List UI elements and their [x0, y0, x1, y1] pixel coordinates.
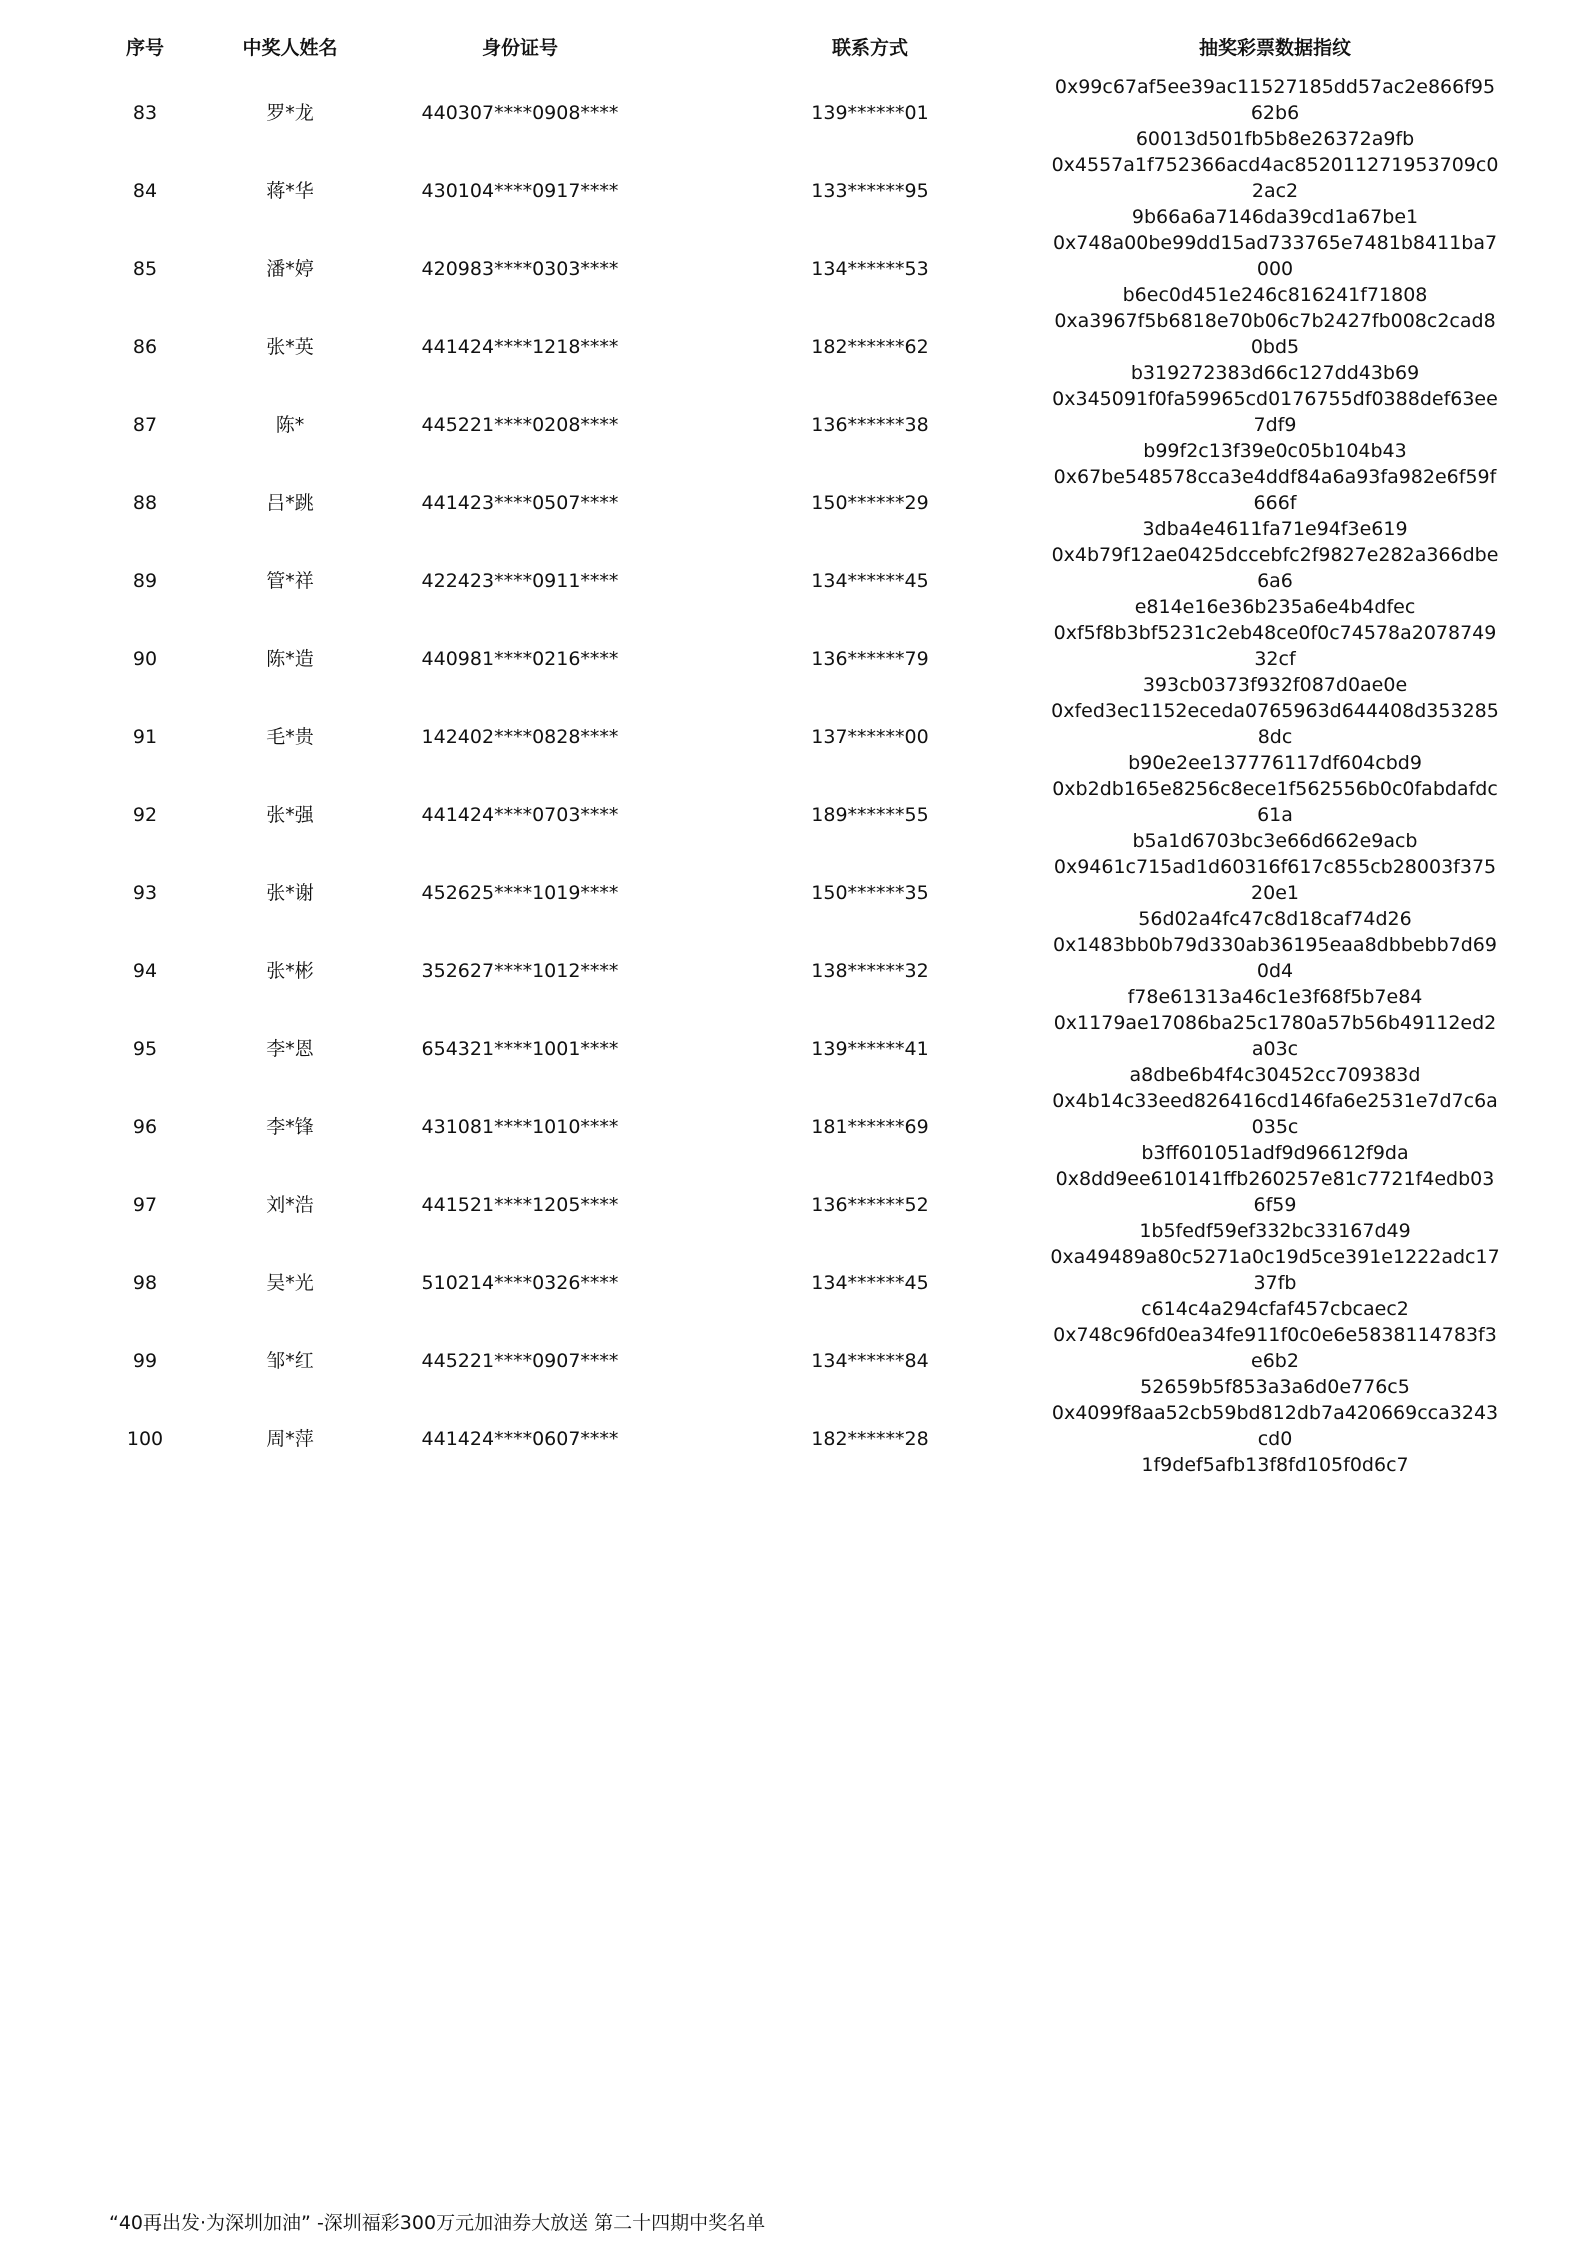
header-ticket-fingerprint: 抽奖彩票数据指纹 [1198, 36, 1351, 59]
cell-winner-name: 张*英 [266, 336, 314, 358]
cell-winner-name: 管*祥 [266, 570, 314, 592]
cell-winner-name: 周*萍 [266, 1428, 314, 1450]
table-row [60, 620, 1500, 698]
cell-ticket-fingerprint [1050, 1322, 1500, 1400]
cell-winner-name: 张*彬 [266, 960, 314, 982]
fingerprint-line-2: 393cb0373f932f087d0ae0e [1142, 674, 1408, 696]
cell-contact: 150******35 [811, 882, 929, 904]
fingerprint-line-1: 0xa3967f5b6818e70b06c7b2427fb008c2cad80bd5 [1054, 310, 1496, 358]
table-row [60, 464, 1500, 542]
fingerprint-line-2: b319272383d66c127dd43b69 [1130, 362, 1420, 384]
header-contact: 联系方式 [831, 36, 908, 59]
table-row [60, 932, 1500, 1010]
cell-id-number: 510214****0326**** [421, 1272, 619, 1294]
cell-ticket-fingerprint [1050, 932, 1500, 1010]
fingerprint-line-1: 0x1179ae17086ba25c1780a57b56b49112ed2a03c [1053, 1012, 1497, 1060]
page-footer: “40再出发·为深圳加油” -深圳福彩300万元加油券大放送 第二十四期中奖名单 [109, 2212, 766, 2234]
cell-index: 87 [132, 414, 158, 436]
header-winner-name: 中奖人姓名 [242, 36, 338, 59]
cell-index: 83 [132, 102, 158, 124]
fingerprint-line-2: 60013d501fb5b8e26372a9fb [1135, 128, 1415, 150]
cell-winner-name: 刘*浩 [266, 1194, 314, 1216]
cell-contact: 182******62 [811, 336, 929, 358]
cell-index: 85 [132, 258, 158, 280]
table-body [60, 74, 1500, 1478]
cell-ticket-fingerprint [1050, 1010, 1500, 1088]
cell-winner-name: 蒋*华 [266, 180, 314, 202]
fingerprint-line-1: 0x4099f8aa52cb59bd812db7a420669cca3243cd0 [1051, 1402, 1499, 1450]
cell-ticket-fingerprint [1050, 620, 1500, 698]
cell-index: 93 [132, 882, 158, 904]
cell-ticket-fingerprint [1050, 464, 1500, 542]
cell-id-number: 422423****0911**** [421, 570, 619, 592]
cell-winner-name: 吴*光 [266, 1272, 314, 1294]
fingerprint-line-2: b99f2c13f39e0c05b104b43 [1143, 440, 1407, 462]
cell-id-number: 431081****1010**** [421, 1116, 619, 1138]
fingerprint-line-2: b6ec0d451e246c816241f71808 [1122, 284, 1428, 306]
cell-winner-name: 张*谢 [266, 882, 314, 904]
cell-winner-name: 张*强 [266, 804, 314, 826]
table-row [60, 698, 1500, 776]
cell-index: 88 [132, 492, 158, 514]
cell-ticket-fingerprint [1050, 308, 1500, 386]
cell-ticket-fingerprint [1050, 1244, 1500, 1322]
fingerprint-line-1: 0x345091f0fa59965cd0176755df0388def63ee7df9 [1052, 388, 1498, 436]
cell-id-number: 452625****1019**** [421, 882, 619, 904]
table-row [60, 1166, 1500, 1244]
fingerprint-line-2: c614c4a294cfaf457cbcaec2 [1141, 1298, 1409, 1320]
cell-index: 100 [126, 1428, 164, 1450]
cell-id-number: 142402****0828**** [421, 726, 619, 748]
cell-index: 97 [132, 1194, 158, 1216]
cell-index: 84 [132, 180, 158, 202]
table-row [60, 1244, 1500, 1322]
cell-contact: 150******29 [811, 492, 929, 514]
table-row [60, 386, 1500, 464]
fingerprint-line-2: e814e16e36b235a6e4b4dfec [1134, 596, 1416, 618]
table-row [60, 1010, 1500, 1088]
fingerprint-line-2: 1b5fedf59ef332bc33167d49 [1139, 1220, 1411, 1242]
cell-index: 91 [132, 726, 158, 748]
cell-index: 99 [132, 1350, 158, 1372]
cell-contact: 133******95 [811, 180, 929, 202]
fingerprint-line-2: f78e61313a46c1e3f68f5b7e84 [1127, 986, 1423, 1008]
cell-ticket-fingerprint [1050, 152, 1500, 230]
cell-contact: 139******01 [811, 102, 929, 124]
header-id-number: 身份证号 [481, 36, 558, 59]
cell-winner-name: 陈*造 [266, 648, 314, 670]
cell-winner-name: 陈* [275, 414, 305, 436]
cell-id-number: 654321****1001**** [421, 1038, 619, 1060]
fingerprint-line-1: 0x67be548578cca3e4ddf84a6a93fa982e6f59f666f [1053, 466, 1497, 514]
cell-contact: 136******52 [811, 1194, 929, 1216]
fingerprint-line-2: b90e2ee137776117df604cbd9 [1128, 752, 1422, 774]
fingerprint-line-2: 1f9def5afb13f8fd105f0d6c7 [1141, 1454, 1409, 1476]
cell-winner-name: 邹*红 [266, 1350, 314, 1372]
cell-ticket-fingerprint [1050, 386, 1500, 464]
fingerprint-line-1: 0x748c96fd0ea34fe911f0c0e6e5838114783f3e6b2 [1053, 1324, 1497, 1372]
winners-table [60, 18, 1500, 1478]
table-row [60, 776, 1500, 854]
cell-contact: 134******45 [811, 570, 929, 592]
cell-index: 96 [132, 1116, 158, 1138]
cell-ticket-fingerprint [1050, 1088, 1500, 1166]
cell-id-number: 441423****0507**** [421, 492, 619, 514]
cell-id-number: 441521****1205**** [421, 1194, 619, 1216]
cell-index: 94 [132, 960, 158, 982]
cell-index: 86 [132, 336, 158, 358]
cell-contact: 139******41 [811, 1038, 929, 1060]
fingerprint-line-2: 9b66a6a7146da39cd1a67be1 [1131, 206, 1419, 228]
fingerprint-line-1: 0x4b14c33eed826416cd146fa6e2531e7d7c6a035c [1052, 1090, 1498, 1138]
fingerprint-line-1: 0x4b79f12ae0425dccebfc2f9827e282a366dbe6a6 [1051, 544, 1499, 592]
fingerprint-line-2: 52659b5f853a3a6d0e776c5 [1140, 1376, 1410, 1398]
cell-ticket-fingerprint [1050, 542, 1500, 620]
cell-id-number: 440307****0908**** [421, 102, 619, 124]
cell-ticket-fingerprint [1050, 1400, 1500, 1478]
fingerprint-line-1: 0xf5f8b3bf5231c2eb48ce0f0c74578a207874932cf [1053, 622, 1497, 670]
cell-winner-name: 吕*跳 [266, 492, 314, 514]
fingerprint-line-2: a8dbe6b4f4c30452cc709383d [1129, 1064, 1421, 1086]
cell-id-number: 430104****0917**** [421, 180, 619, 202]
cell-ticket-fingerprint [1050, 776, 1500, 854]
fingerprint-line-2: b5a1d6703bc3e66d662e9acb [1132, 830, 1418, 852]
table-row [60, 1088, 1500, 1166]
cell-id-number: 445221****0208**** [421, 414, 619, 436]
cell-winner-name: 李*恩 [266, 1038, 314, 1060]
cell-winner-name: 潘*婷 [266, 258, 314, 280]
cell-id-number: 420983****0303**** [421, 258, 619, 280]
table-row [60, 74, 1500, 152]
cell-contact: 137******00 [811, 726, 929, 748]
cell-index: 90 [132, 648, 158, 670]
cell-index: 92 [132, 804, 158, 826]
fingerprint-line-2: 3dba4e4611fa71e94f3e619 [1142, 518, 1408, 540]
cell-contact: 138******32 [811, 960, 929, 982]
fingerprint-line-1: 0x99c67af5ee39ac11527185dd57ac2e866f9562b6 [1054, 76, 1496, 124]
cell-winner-name: 罗*龙 [266, 102, 314, 124]
cell-id-number: 440981****0216**** [421, 648, 619, 670]
cell-id-number: 352627****1012**** [421, 960, 619, 982]
cell-ticket-fingerprint [1050, 74, 1500, 152]
cell-contact: 136******38 [811, 414, 929, 436]
cell-ticket-fingerprint [1050, 230, 1500, 308]
fingerprint-line-1: 0xb2db165e8256c8ece1f562556b0c0fabdafdc61a [1052, 778, 1498, 826]
cell-index: 98 [132, 1272, 158, 1294]
cell-contact: 189******55 [811, 804, 929, 826]
table-row [60, 1400, 1500, 1478]
fingerprint-line-1: 0x8dd9ee610141ffb260257e81c7721f4edb036f59 [1055, 1168, 1495, 1216]
cell-winner-name: 毛*贵 [266, 726, 314, 748]
cell-id-number: 445221****0907**** [421, 1350, 619, 1372]
cell-contact: 134******84 [811, 1350, 929, 1372]
cell-id-number: 441424****0703**** [421, 804, 619, 826]
table-row [60, 152, 1500, 230]
cell-contact: 182******28 [811, 1428, 929, 1450]
table-row [60, 854, 1500, 932]
table-header-row [60, 18, 1500, 74]
table-row [60, 1322, 1500, 1400]
fingerprint-line-1: 0xa49489a80c5271a0c19d5ce391e1222adc1737fb [1050, 1246, 1500, 1294]
cell-contact: 181******69 [811, 1116, 929, 1138]
cell-contact: 136******79 [811, 648, 929, 670]
cell-winner-name: 李*锋 [266, 1116, 314, 1138]
header-index: 序号 [125, 36, 164, 59]
table-row [60, 308, 1500, 386]
cell-contact: 134******53 [811, 258, 929, 280]
fingerprint-line-1: 0xfed3ec1152eceda0765963d644408d3532858dc [1051, 700, 1499, 748]
fingerprint-line-1: 0x748a00be99dd15ad733765e7481b8411ba7000 [1052, 232, 1498, 280]
cell-ticket-fingerprint [1050, 1166, 1500, 1244]
fingerprint-line-1: 0x1483bb0b79d330ab36195eaa8dbbebb7d690d4 [1053, 934, 1497, 982]
table-row [60, 542, 1500, 620]
fingerprint-line-2: 56d02a4fc47c8d18caf74d26 [1138, 908, 1412, 930]
fingerprint-line-1: 0x4557a1f752366acd4ac852011271953709c02ac2 [1051, 154, 1499, 202]
cell-ticket-fingerprint [1050, 698, 1500, 776]
table-row [60, 230, 1500, 308]
cell-id-number: 441424****0607**** [421, 1428, 619, 1450]
fingerprint-line-1: 0x9461c715ad1d60316f617c855cb28003f37520e1 [1053, 856, 1497, 904]
cell-ticket-fingerprint [1050, 854, 1500, 932]
cell-index: 95 [132, 1038, 158, 1060]
cell-contact: 134******45 [811, 1272, 929, 1294]
cell-index: 89 [132, 570, 158, 592]
cell-id-number: 441424****1218**** [421, 336, 619, 358]
fingerprint-line-2: b3ff601051adf9d96612f9da [1141, 1142, 1409, 1164]
